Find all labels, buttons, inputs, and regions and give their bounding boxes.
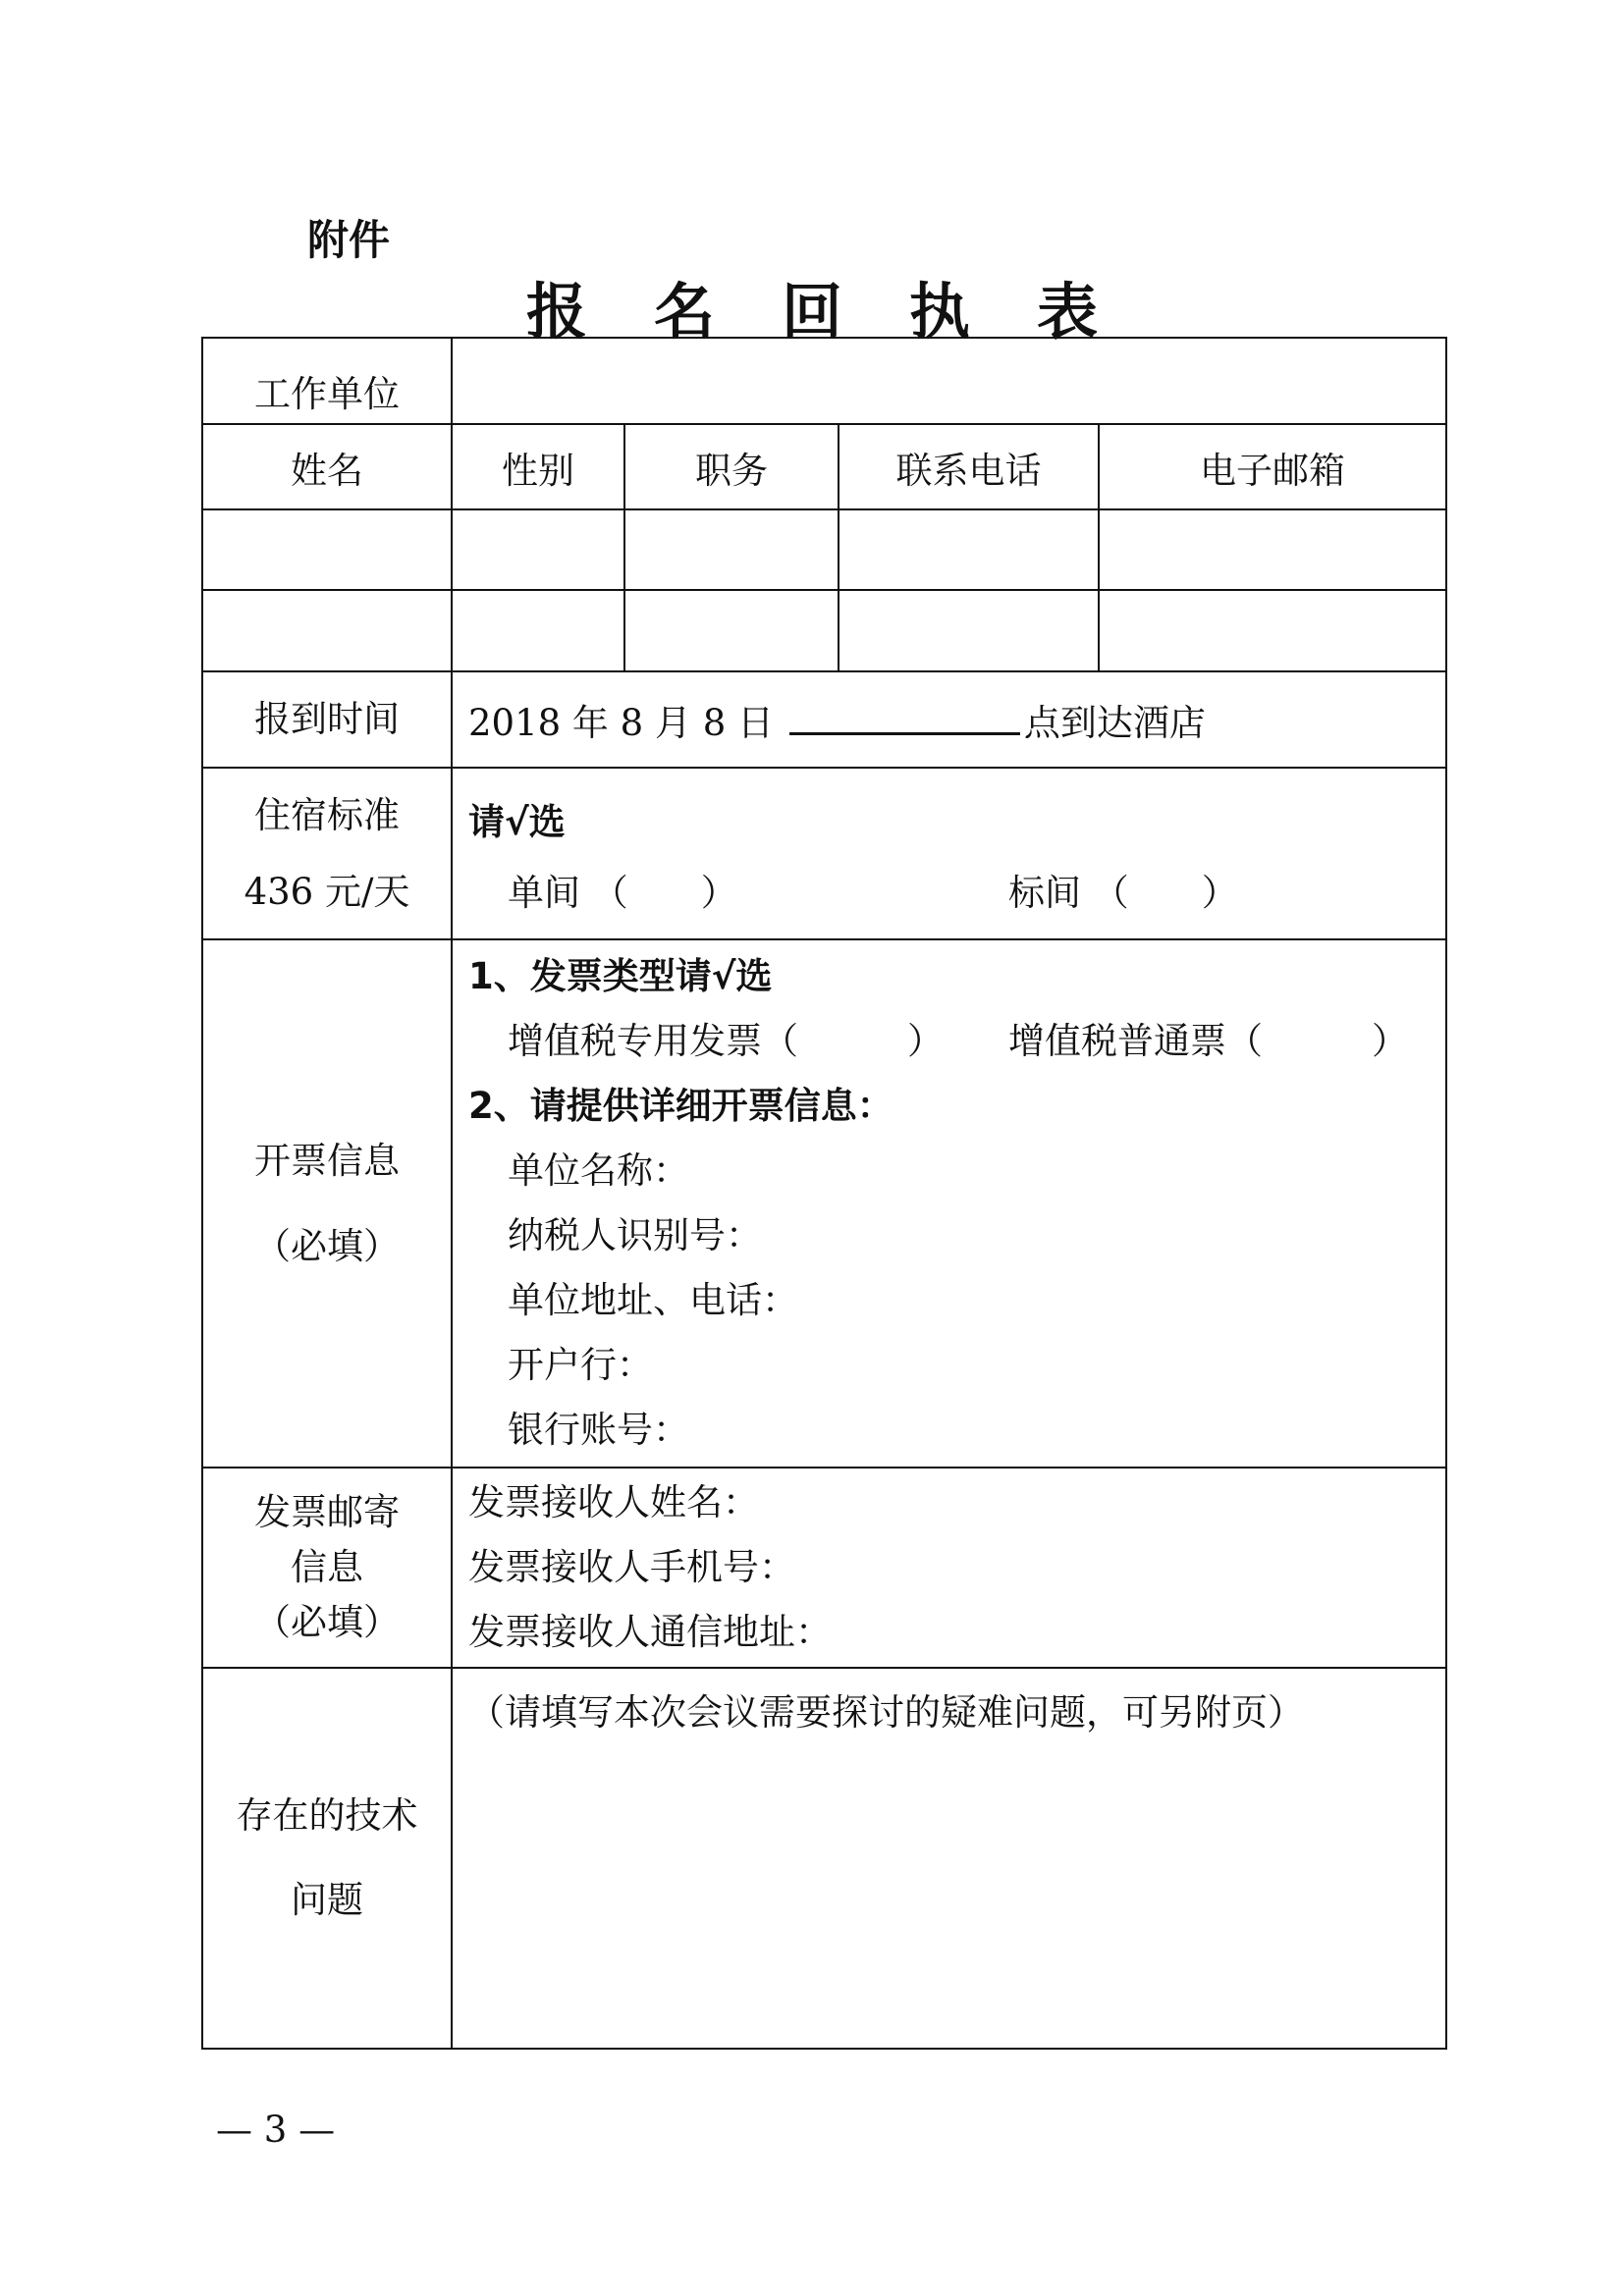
- form-title: 报名回执表: [525, 276, 1164, 347]
- taxpayer-id-field[interactable]: 纳税人识别号：: [508, 1214, 762, 1256]
- name-header: 姓名: [202, 424, 452, 509]
- phone-header: 联系电话: [839, 424, 1099, 509]
- email-cell[interactable]: [1099, 590, 1446, 671]
- mailing-label-cell: [202, 1468, 452, 1668]
- position-cell[interactable]: [624, 590, 839, 671]
- attendee-row: [202, 590, 1446, 671]
- company-name-field[interactable]: 单位名称：: [508, 1149, 689, 1192]
- email-header: 电子邮箱: [1099, 424, 1446, 509]
- bank-name-field[interactable]: 开户行：: [508, 1344, 653, 1386]
- phone-cell[interactable]: [839, 590, 1099, 671]
- accommodation-label-cell: [202, 768, 452, 939]
- special-invoice-option[interactable]: 增值税专用发票（ ）: [508, 1020, 944, 1062]
- issues-hint: （请填写本次会议需要探讨的疑难问题，可另附页）: [468, 1691, 1304, 1734]
- accommodation-label: 住宿标准: [254, 794, 400, 836]
- report-time-label: 报到时间: [202, 671, 452, 768]
- standard-room-option[interactable]: 标间 （ ）: [1008, 871, 1238, 914]
- name-cell[interactable]: [202, 590, 452, 671]
- recipient-address-field[interactable]: 发票接收人通信地址：: [468, 1611, 832, 1653]
- invoice-label-cell: [202, 939, 452, 1468]
- accommodation-row: [202, 768, 1446, 939]
- name-cell[interactable]: [202, 509, 452, 590]
- email-cell[interactable]: [1099, 509, 1446, 590]
- report-time-row: [202, 671, 1446, 768]
- issues-label-cell: [202, 1668, 452, 2049]
- attachment-label: 附件: [307, 216, 391, 264]
- accommodation-options-cell: [452, 768, 1446, 939]
- normal-invoice-option[interactable]: 增值税普通票（ ）: [1008, 1020, 1408, 1062]
- invoice-row: [202, 939, 1446, 1468]
- accommodation-prompt: 请√选: [468, 800, 566, 843]
- recipient-name-field[interactable]: 发票接收人姓名：: [468, 1481, 759, 1523]
- invoice-details-heading: 2、请提供详细开票信息：: [468, 1085, 893, 1127]
- company-address-phone-field[interactable]: 单位地址、电话：: [508, 1279, 798, 1321]
- work-unit-label: 工作单位: [202, 338, 452, 424]
- mailing-details-cell: [452, 1468, 1446, 1668]
- technical-issues-row: [202, 1668, 1446, 2049]
- invoice-required-note: （必填）: [254, 1225, 400, 1267]
- invoice-type-heading: 1、发票类型请√选: [468, 955, 773, 997]
- gender-cell[interactable]: [452, 590, 624, 671]
- page-number: — 3 —: [216, 2109, 336, 2151]
- arrival-suffix: 点到达酒店: [1023, 702, 1206, 744]
- phone-cell[interactable]: [839, 509, 1099, 590]
- position-cell[interactable]: [624, 509, 839, 590]
- arrival-hour-blank[interactable]: [789, 703, 1020, 735]
- work-unit-row: [202, 338, 1446, 424]
- mailing-label-line1: 发票邮寄: [254, 1491, 400, 1533]
- mailing-label-line2: 信息: [291, 1546, 363, 1588]
- position-header: 职务: [624, 424, 839, 509]
- report-time-cell: [452, 671, 1446, 768]
- issues-label-line2: 问题: [291, 1879, 363, 1921]
- invoice-label: 开票信息: [254, 1139, 400, 1182]
- issues-label-line1: 存在的技术: [236, 1794, 418, 1837]
- accommodation-price: 436 元/天: [244, 870, 410, 913]
- gender-cell[interactable]: [452, 509, 624, 590]
- report-date: 2018 年 8 月 8 日: [468, 702, 775, 744]
- invoice-mailing-row: [202, 1468, 1446, 1668]
- mailing-required-note: （必填）: [254, 1601, 400, 1643]
- gender-header: 性别: [452, 424, 624, 509]
- single-room-option[interactable]: 单间 （ ）: [508, 871, 737, 914]
- attendee-header-row: [202, 424, 1446, 509]
- work-unit-input-cell[interactable]: [452, 338, 1446, 424]
- bank-account-field[interactable]: 银行账号：: [508, 1409, 689, 1451]
- issues-input-cell[interactable]: [452, 1668, 1446, 2049]
- registration-form-table: [201, 337, 1447, 2050]
- invoice-details-cell: [452, 939, 1446, 1468]
- attendee-row: [202, 509, 1446, 590]
- recipient-phone-field[interactable]: 发票接收人手机号：: [468, 1546, 795, 1588]
